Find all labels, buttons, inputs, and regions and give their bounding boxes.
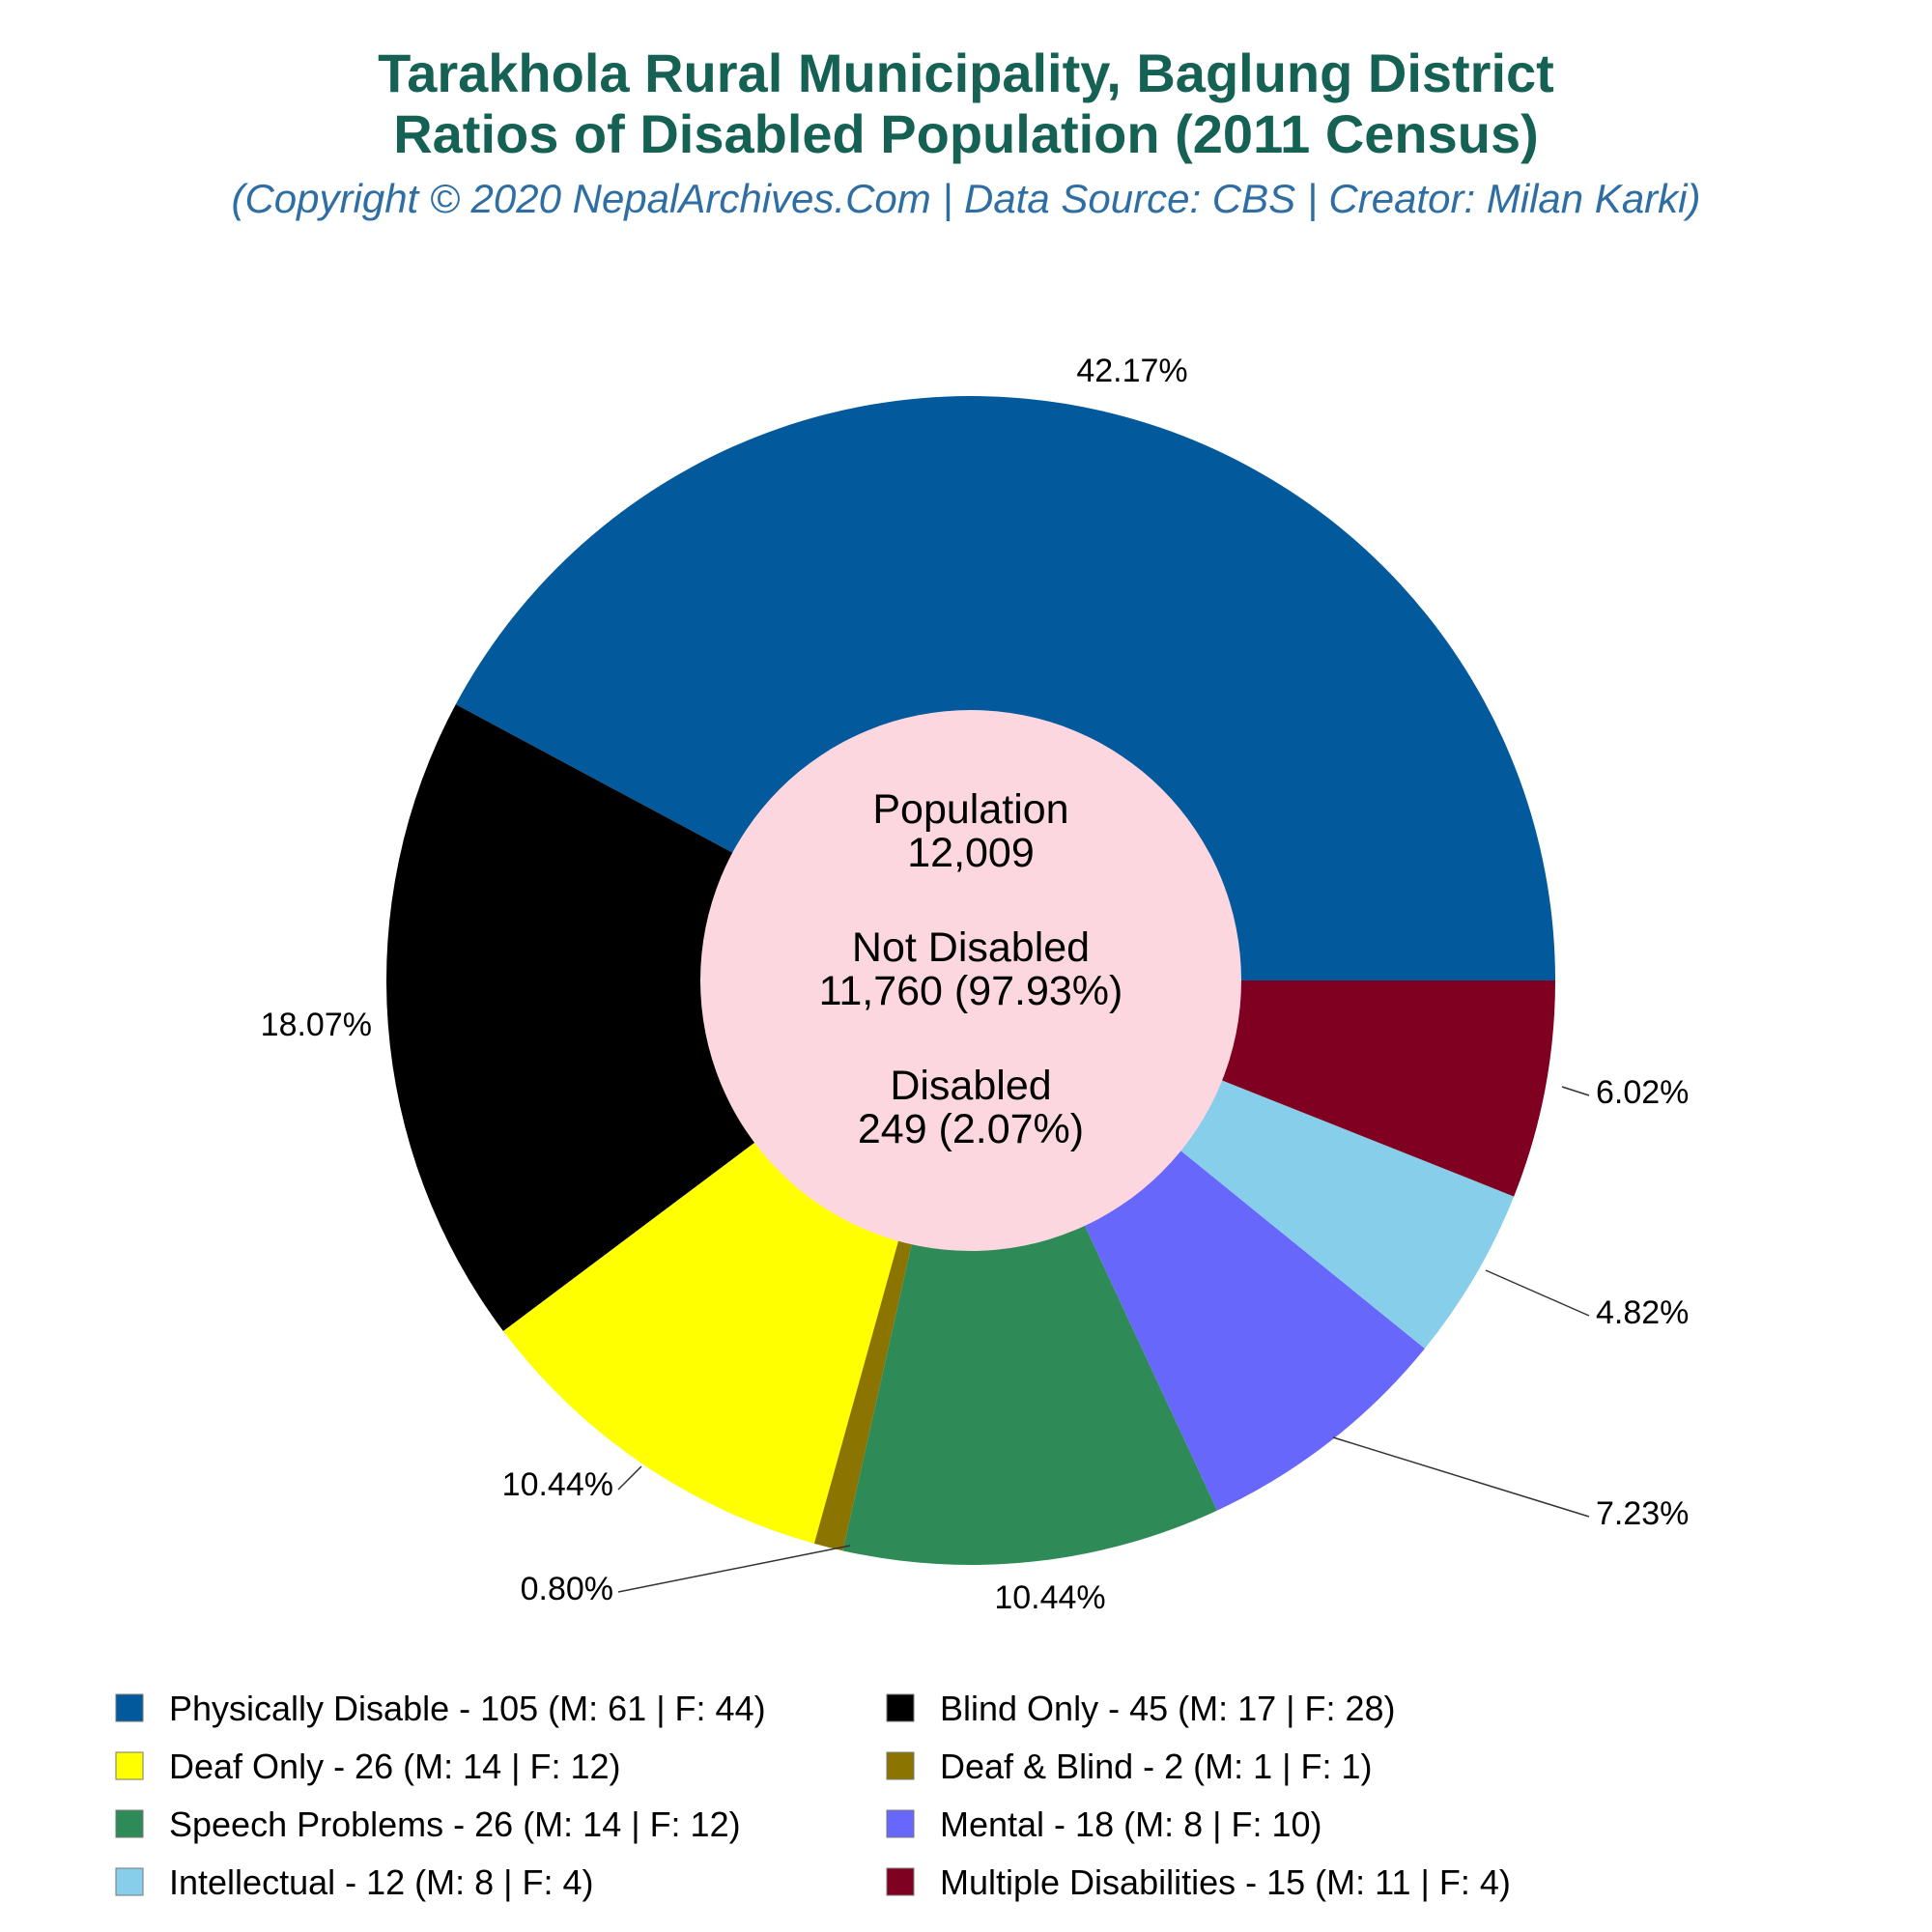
legend-swatch-deaf-and-blind <box>887 1752 914 1779</box>
legend-item-speech-problems <box>116 1804 741 1844</box>
chart-title-line2: Ratios of Disabled Population (2011 Census) <box>393 103 1539 164</box>
legend-label-speech-problems: Speech Problems - 26 (M: 14 | F: 12) <box>169 1804 741 1844</box>
legend <box>116 1689 1511 1902</box>
leader-line-deaf-only <box>618 1466 641 1490</box>
legend-item-blind-only <box>887 1689 1396 1728</box>
legend-swatch-speech-problems <box>116 1810 143 1837</box>
center-population-label: Population <box>872 786 1069 833</box>
center-disabled-value: 249 (2.07%) <box>857 1106 1085 1152</box>
percent-label-deaf-and-blind: 0.80% <box>520 1571 613 1607</box>
legend-label-multiple-disabilities: Multiple Disabilities - 15 (M: 11 | F: 4) <box>940 1862 1511 1902</box>
legend-swatch-intellectual <box>116 1868 143 1895</box>
legend-label-deaf-and-blind: Deaf & Blind - 2 (M: 1 | F: 1) <box>940 1747 1373 1786</box>
percent-label-mental: 7.23% <box>1596 1495 1690 1532</box>
legend-swatch-blind-only <box>887 1694 914 1721</box>
legend-label-physically-disable: Physically Disable - 105 (M: 61 | F: 44) <box>169 1689 766 1728</box>
center-not-disabled-value: 11,760 (97.93%) <box>818 968 1123 1014</box>
percent-label-deaf-only: 10.44% <box>501 1466 613 1503</box>
leader-line-intellectual <box>1486 1270 1589 1316</box>
leader-line-deaf-and-blind <box>618 1546 850 1592</box>
legend-swatch-deaf-only <box>116 1752 143 1779</box>
legend-swatch-mental <box>887 1810 914 1837</box>
legend-label-mental: Mental - 18 (M: 8 | F: 10) <box>940 1804 1322 1844</box>
legend-label-blind-only: Blind Only - 45 (M: 17 | F: 28) <box>940 1689 1396 1728</box>
legend-item-deaf-only <box>116 1747 621 1786</box>
center-disabled-label: Disabled <box>890 1063 1052 1109</box>
percent-label-intellectual: 4.82% <box>1596 1294 1690 1331</box>
legend-label-intellectual: Intellectual - 12 (M: 8 | F: 4) <box>169 1862 594 1902</box>
legend-item-physically-disable <box>116 1689 766 1728</box>
leader-line-multiple-disabilities <box>1562 1087 1589 1095</box>
legend-item-mental <box>887 1804 1321 1844</box>
leader-line-mental <box>1333 1437 1589 1517</box>
legend-item-multiple-disabilities <box>887 1862 1511 1902</box>
center-population-value: 12,009 <box>907 830 1035 876</box>
legend-swatch-multiple-disabilities <box>887 1868 914 1895</box>
percent-label-speech-problems: 10.44% <box>994 1579 1106 1616</box>
legend-swatch-physically-disable <box>116 1694 143 1721</box>
legend-label-deaf-only: Deaf Only - 26 (M: 14 | F: 12) <box>169 1747 621 1786</box>
percent-label-multiple-disabilities: 6.02% <box>1596 1074 1690 1111</box>
percent-label-blind-only: 18.07% <box>260 1007 372 1043</box>
chart-title-line1: Tarakhola Rural Municipality, Baglung District <box>378 43 1554 103</box>
center-not-disabled-label: Not Disabled <box>851 924 1091 971</box>
legend-item-deaf-and-blind <box>887 1747 1373 1786</box>
chart-subtitle: (Copyright © 2020 NepalArchives.Com | Data Source: CBS | Creator: Milan Karki) <box>231 176 1701 221</box>
legend-item-intellectual <box>116 1862 594 1902</box>
percent-label-physically-disable: 42.17% <box>1076 353 1188 389</box>
